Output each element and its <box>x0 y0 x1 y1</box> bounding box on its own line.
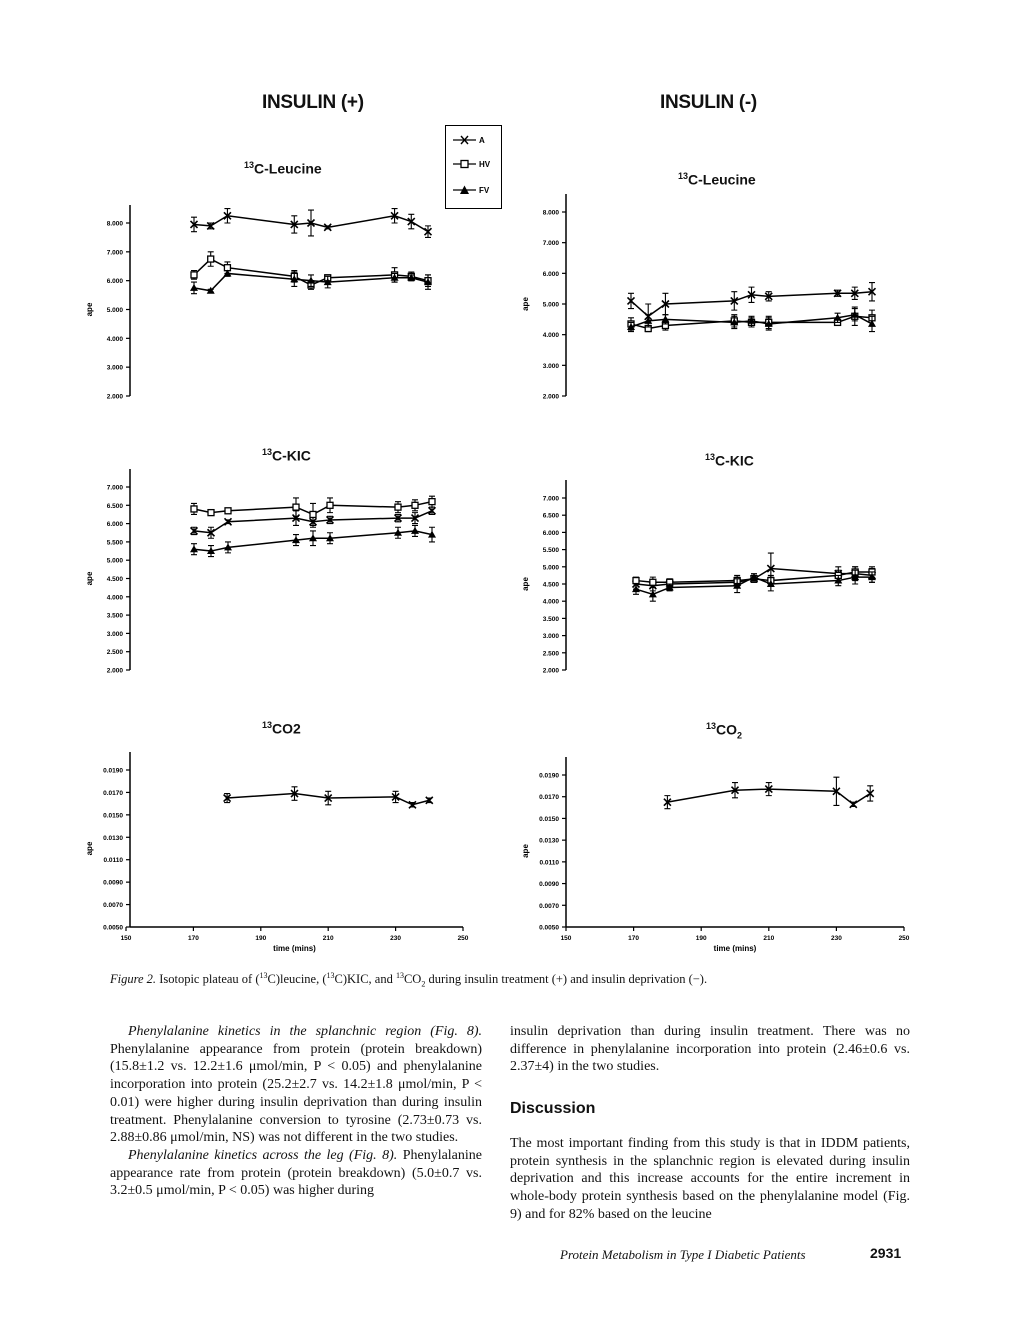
y-tick-label: 0.0150 <box>539 815 559 823</box>
y-tick-label: 3.500 <box>106 612 123 620</box>
x-tick-label: 210 <box>763 935 775 942</box>
panel-title-co2-minus: $^{13}CO_2$ <box>706 721 743 741</box>
x-tick-label: 190 <box>695 935 707 942</box>
y-tick-label: 4.500 <box>106 576 123 583</box>
right-text-column-top <box>510 1023 910 1076</box>
y-axis-label: ape <box>85 302 94 317</box>
y-tick-label: 0.0170 <box>103 789 123 797</box>
y-tick-label: 2.000 <box>542 393 559 401</box>
y-tick-label: 0.0050 <box>103 924 123 932</box>
data-point-hv <box>208 256 214 262</box>
y-tick-label: 0.0090 <box>539 881 559 889</box>
figure-caption: Figure 2. Isotopic plateau of ($^{13}$C)leucine, ($^{13}$C)KIC, and $^{13}CO_2$ during insulin treatment (+) and insulin deprivation (−). <box>110 971 708 989</box>
y-tick-label: 5.500 <box>542 547 559 555</box>
y-tick-label: 3.000 <box>542 362 559 370</box>
y-tick-label: 6.000 <box>106 278 123 286</box>
left-p1-body: Phenylalanine appearance from protein (protein breakdown) (15.8±1.2 vs. 12.2±1.6 μmol/min, P < 0.05) and phenylalanine incorporation into protein (25.2±2.7 vs. 14.2±1.8 μmol/min, P < 0.01) were higher during insulin deprivation than during insulin treatment. Phenylalanine conversion to tyrosine (2.73±0.73 vs. 2.88±0.86 μmol/min, NS) was not different in the two studies. <box>110 1041 482 1146</box>
data-point-hv <box>293 504 299 510</box>
x-tick-label: 230 <box>830 935 842 942</box>
y-tick-label: 6.000 <box>106 521 123 529</box>
y-axis-label: ape <box>521 844 530 858</box>
y-tick-label: 3.500 <box>542 615 559 623</box>
running-footer-title: Protein Metabolism in Type I Diabetic Patients <box>560 1247 806 1262</box>
y-tick-label: 2.000 <box>106 393 123 401</box>
data-point-hv <box>633 578 639 584</box>
panel-title-co2-plus: $^{13}$CO2 <box>262 720 301 737</box>
data-point-hv <box>327 502 333 508</box>
y-tick-label: 0.0110 <box>539 859 559 867</box>
y-tick-label: 3.000 <box>542 633 559 641</box>
y-tick-label: 0.0170 <box>539 794 559 802</box>
page-number: 2931 <box>870 1245 902 1261</box>
y-tick-label: 0.0150 <box>103 812 123 820</box>
data-point-hv <box>310 511 316 517</box>
y-axis-label: ape <box>521 297 530 311</box>
data-point-hv <box>191 506 197 512</box>
y-tick-label: 5.500 <box>106 539 123 547</box>
y-tick-label: 0.0130 <box>103 834 123 842</box>
insulin-plus-title: INSULIN (+) <box>262 92 364 113</box>
y-tick-label: 0.0070 <box>103 902 123 910</box>
y-axis-label: ape <box>85 571 94 586</box>
x-tick-label: 230 <box>390 935 402 942</box>
right-text-column-bottom <box>510 1135 910 1224</box>
discussion-heading: Discussion <box>510 1100 596 1117</box>
y-tick-label: 2.000 <box>106 667 123 675</box>
y-tick-label: 4.000 <box>106 594 123 602</box>
data-point-hv <box>650 579 656 585</box>
y-tick-label: 5.000 <box>542 301 559 309</box>
y-tick-label: 0.0190 <box>103 767 123 775</box>
data-point-fv <box>411 527 419 534</box>
y-tick-label: 3.000 <box>106 630 123 638</box>
data-point-hv <box>395 504 401 510</box>
data-point-hv <box>429 499 435 505</box>
panel-title-kic-plus: $^{13}$C-KIC <box>262 447 311 464</box>
y-tick-label: 3.000 <box>106 364 123 372</box>
x-axis-label: time (mins) <box>713 944 757 953</box>
right-p2: The most important finding from this study is that in IDDM patients, protein synthesis in the splanchnic region is elevated during insulin deprivation and this increase accounts for the entire increment in whole-body protein synthesis based on the phenylalanine model (Fig. 9) and for 82% based on the leucine <box>510 1136 910 1222</box>
x-tick-label: 190 <box>255 935 267 942</box>
x-tick-label: 250 <box>898 935 910 942</box>
data-point-fv <box>190 284 198 291</box>
y-tick-label: 5.000 <box>106 557 123 565</box>
y-axis-label: ape <box>521 577 530 591</box>
left-p1-title: Phenylalanine kinetics in the splanchnic region (Fig. 8). <box>128 1024 482 1039</box>
y-tick-label: 4.000 <box>106 335 123 343</box>
data-point-hv <box>191 272 197 278</box>
y-tick-label: 6.000 <box>542 529 559 537</box>
x-tick-label: 250 <box>457 935 469 942</box>
left-text-column <box>110 1023 482 1200</box>
left-p2-title: Phenylalanine kinetics across the leg (Fig. 8). <box>128 1147 398 1163</box>
x-tick-label: 150 <box>560 935 572 942</box>
left-p2-body: Phenylalanine appearance rate from protein (protein breakdown) (5.0±0.7 vs. 3.2±0.5 μmol/min, P < 0.05) was higher during <box>110 1147 482 1199</box>
y-tick-label: 2.000 <box>542 667 559 675</box>
panel-title-kic-minus: $^{13}$C-KIC <box>705 452 754 469</box>
legend-hv-label: HV <box>479 160 491 169</box>
y-tick-label: 6.500 <box>542 512 559 520</box>
y-tick-label: 5.000 <box>542 564 559 572</box>
y-tick-label: 7.000 <box>542 495 559 503</box>
legend-fv-label: FV <box>479 186 490 195</box>
y-tick-label: 5.000 <box>106 307 123 314</box>
legend-a-label: A <box>479 136 485 145</box>
y-tick-label: 0.0050 <box>539 924 559 932</box>
y-tick-label: 2.500 <box>542 650 559 658</box>
data-point-hv <box>208 510 214 516</box>
y-tick-label: 0.0110 <box>103 857 123 865</box>
data-point-hv <box>225 508 231 514</box>
y-tick-label: 0.0090 <box>103 879 123 887</box>
data-point-hv <box>412 502 418 508</box>
y-tick-label: 2.500 <box>106 649 123 657</box>
y-tick-label: 4.000 <box>542 598 559 606</box>
y-tick-label: 4.000 <box>542 332 559 340</box>
y-tick-label: 8.000 <box>106 220 123 228</box>
panel-title-leucine-minus: $^{13}$C-Leucine <box>678 171 756 188</box>
y-axis-label: ape <box>85 841 94 856</box>
data-point-fv <box>190 545 198 552</box>
y-tick-label: 6.000 <box>542 270 559 278</box>
x-tick-label: 150 <box>120 935 132 942</box>
x-tick-label: 170 <box>187 935 199 942</box>
insulin-minus-title: INSULIN (-) <box>660 92 757 113</box>
x-tick-label: 170 <box>628 935 640 942</box>
y-tick-label: 4.500 <box>542 581 559 589</box>
y-tick-label: 7.000 <box>106 249 123 257</box>
y-tick-label: 0.0130 <box>539 837 559 845</box>
y-tick-label: 0.0070 <box>539 902 559 910</box>
y-tick-label: 7.000 <box>106 484 123 492</box>
y-tick-label: 7.000 <box>542 240 559 248</box>
y-tick-label: 6.500 <box>106 502 123 510</box>
y-tick-label: 8.000 <box>542 209 559 217</box>
x-axis-label: time (mins) <box>273 944 316 953</box>
x-tick-label: 210 <box>322 935 334 942</box>
panel-title-leucine-plus: $^{13}$C-Leucine <box>244 160 322 177</box>
right-p1: insulin deprivation than during insulin treatment. There was no difference in phenylalanine incorporation into protein (2.46±0.6 vs. 2.37±4) in the two studies. <box>510 1024 910 1075</box>
y-tick-label: 0.0190 <box>539 772 559 780</box>
